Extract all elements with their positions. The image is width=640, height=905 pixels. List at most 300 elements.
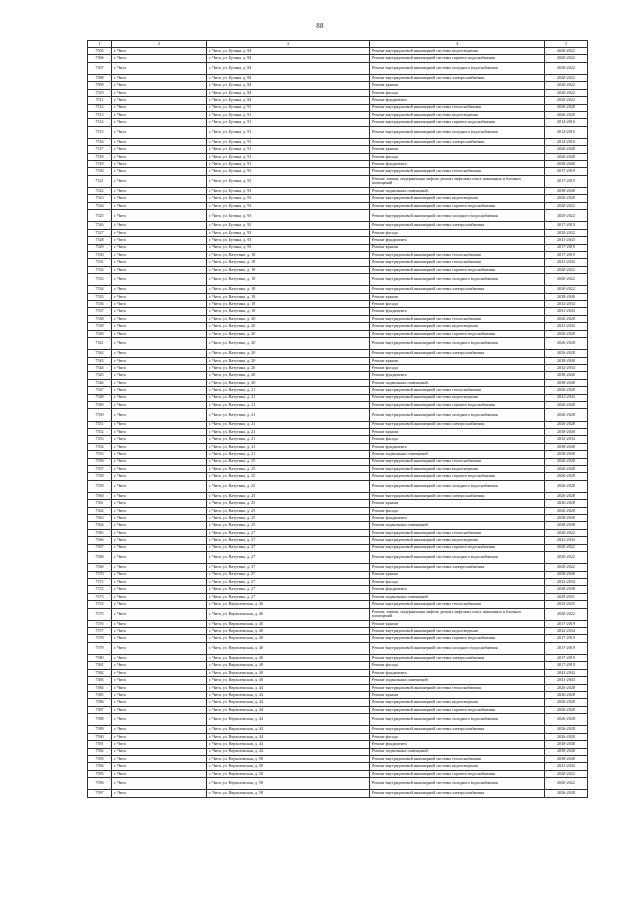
row-number-cell: 7583 bbox=[88, 677, 112, 684]
row-number-cell: 7570 bbox=[88, 571, 112, 578]
city-cell: г. Чита bbox=[112, 315, 207, 322]
table-row bbox=[88, 74, 588, 81]
work-type-cell: Ремонт внутридомовой инженерной системы теплоснабжения bbox=[370, 601, 545, 608]
work-type-cell: Ремонт фундамента bbox=[370, 515, 545, 522]
period-cell: 2020-2022 bbox=[545, 89, 588, 96]
period-cell: 2020-2022 bbox=[545, 564, 588, 571]
address-cell: г. Чита, ул. Верхоленская, д. 44 bbox=[207, 741, 370, 748]
address-cell: г. Чита, ул. Ватутина, д. 21 bbox=[207, 387, 370, 394]
city-cell: г. Чита bbox=[112, 473, 207, 480]
address-cell: г. Чита, ул. Бутина, д. 84 bbox=[207, 74, 370, 81]
period-cell: 2026-2028 bbox=[545, 146, 588, 153]
address-cell: г. Чита, ул. Ватутина, д. 18 bbox=[207, 308, 370, 315]
work-type-cell: Ремонт фасада bbox=[370, 578, 545, 585]
work-type-cell: Ремонт внутридомовой инженерной системы электроснабжения bbox=[370, 492, 545, 499]
table-row bbox=[88, 473, 588, 480]
work-type-cell: Ремонт фасада bbox=[370, 365, 545, 372]
city-cell: г. Чита bbox=[112, 126, 207, 138]
row-number-cell: 7597 bbox=[88, 790, 112, 797]
row-number-cell: 7576 bbox=[88, 620, 112, 627]
period-cell: 2038-2040 bbox=[545, 443, 588, 450]
row-number-cell: 7515 bbox=[88, 126, 112, 138]
table-row bbox=[88, 286, 588, 293]
address-cell: г. Чита, ул. Ватутина, д. 27 bbox=[207, 571, 370, 578]
address-cell: г. Чита, ул. Ватутина, д. 21 bbox=[207, 394, 370, 401]
city-cell: г. Чита bbox=[112, 443, 207, 450]
table-row bbox=[88, 229, 588, 236]
row-number-cell: 7591 bbox=[88, 741, 112, 748]
table-row bbox=[88, 763, 588, 770]
row-number-cell: 7590 bbox=[88, 733, 112, 740]
period-cell: 2026-2028 bbox=[545, 726, 588, 733]
city-cell: г. Чита bbox=[112, 586, 207, 593]
row-number-cell: 7550 bbox=[88, 409, 112, 421]
address-cell: г. Чита, ул. Ватутина, д. 25 bbox=[207, 458, 370, 465]
work-type-cell: Ремонт фасада bbox=[370, 436, 545, 443]
table-row bbox=[88, 571, 588, 578]
address-cell: г. Чита, ул. Ватутина, д. 25 bbox=[207, 480, 370, 492]
work-type-cell: Ремонт фундамента bbox=[370, 443, 545, 450]
work-type-cell: Ремонт, замена, модернизация лифтов, ремонт лифтовых шахт, машинных и блочных помещений bbox=[370, 608, 545, 620]
work-type-cell: Ремонт внутридомовой инженерной системы электроснабжения bbox=[370, 286, 545, 293]
period-cell: 2017-2019 bbox=[545, 251, 588, 258]
address-cell: г. Чита, ул. Верхоленская, д. 44 bbox=[207, 714, 370, 726]
row-number-cell: 7509 bbox=[88, 82, 112, 89]
city-cell: г. Чита bbox=[112, 492, 207, 499]
row-number-cell: 7539 bbox=[88, 323, 112, 330]
table-row bbox=[88, 82, 588, 89]
address-cell: г. Чита, ул. Верхоленская, д. 40 bbox=[207, 662, 370, 669]
period-cell: 2038-2040 bbox=[545, 428, 588, 435]
table-row bbox=[88, 733, 588, 740]
row-number-cell: 7556 bbox=[88, 458, 112, 465]
city-cell: г. Чита bbox=[112, 394, 207, 401]
row-number-cell: 7538 bbox=[88, 315, 112, 322]
period-cell: 2026-2028 bbox=[545, 692, 588, 699]
address-cell: г. Чита, ул. Бутина, д. 91 bbox=[207, 119, 370, 126]
period-cell: 2026-2028 bbox=[545, 104, 588, 111]
work-type-cell: Ремонт внутридомовой инженерной системы водоотведения bbox=[370, 111, 545, 118]
period-cell: 2020-2022 bbox=[545, 544, 588, 551]
period-cell: 2026-2028 bbox=[545, 684, 588, 691]
work-type-cell: Ремонт внутридомовой инженерной системы теплоснабжения bbox=[370, 529, 545, 536]
header-cell-2: 2 bbox=[112, 41, 207, 48]
row-number-cell: 7587 bbox=[88, 706, 112, 713]
work-type-cell: Ремонт внутридомовой инженерной системы теплоснабжения bbox=[370, 168, 545, 175]
city-cell: г. Чита bbox=[112, 237, 207, 244]
table-row bbox=[88, 586, 588, 593]
period-cell: 2026-2028 bbox=[545, 330, 588, 337]
work-type-cell: Ремонт подвальных помещений bbox=[370, 188, 545, 195]
city-cell: г. Чита bbox=[112, 153, 207, 160]
period-cell: 2017-2019 bbox=[545, 662, 588, 669]
table-row bbox=[88, 421, 588, 428]
city-cell: г. Чита bbox=[112, 669, 207, 676]
period-cell: 2041-2043 bbox=[545, 537, 588, 544]
row-number-cell: 7525 bbox=[88, 210, 112, 222]
city-cell: г. Чита bbox=[112, 97, 207, 104]
city-cell: г. Чита bbox=[112, 379, 207, 386]
city-cell: г. Чита bbox=[112, 465, 207, 472]
table-row bbox=[88, 111, 588, 118]
work-type-cell: Ремонт внутридомовой инженерной системы электроснабжения bbox=[370, 350, 545, 357]
work-type-cell: Ремонт внутридомовой инженерной системы горячего водоснабжения bbox=[370, 202, 545, 209]
address-cell: г. Чита, ул. Ватутина, д. 20 bbox=[207, 357, 370, 364]
table-row bbox=[88, 642, 588, 654]
address-cell: г. Чита, ул. Бутина, д. 84 bbox=[207, 97, 370, 104]
work-type-cell: Ремонт крыши bbox=[370, 357, 545, 364]
table-row bbox=[88, 62, 588, 74]
row-number-cell: 7559 bbox=[88, 480, 112, 492]
address-cell: г. Чита, ул. Бутина, д. 93 bbox=[207, 188, 370, 195]
address-cell: г. Чита, ул. Ватутина, д. 21 bbox=[207, 436, 370, 443]
work-type-cell: Ремонт внутридомовой инженерной системы теплоснабжения bbox=[370, 251, 545, 258]
city-cell: г. Чита bbox=[112, 790, 207, 797]
work-type-cell: Ремонт подвальных помещений bbox=[370, 522, 545, 529]
address-cell: г. Чита, ул. Ватутина, д. 18 bbox=[207, 293, 370, 300]
period-cell: 2032-2034 bbox=[545, 365, 588, 372]
table-row bbox=[88, 126, 588, 138]
address-cell: г. Чита, ул. Ватутина, д. 25 bbox=[207, 473, 370, 480]
row-number-cell: 7544 bbox=[88, 365, 112, 372]
row-number-cell: 7512 bbox=[88, 104, 112, 111]
address-cell: г. Чита, ул. Верхоленская, д. 44 bbox=[207, 733, 370, 740]
table-row bbox=[88, 138, 588, 145]
table-row bbox=[88, 436, 588, 443]
period-cell: 2026-2028 bbox=[545, 338, 588, 350]
work-type-cell: Ремонт внутридомовой инженерной системы горячего водоснабжения bbox=[370, 770, 545, 777]
address-cell: г. Чита, ул. Бутина, д. 91 bbox=[207, 153, 370, 160]
city-cell: г. Чита bbox=[112, 89, 207, 96]
row-number-cell: 7573 bbox=[88, 593, 112, 600]
period-cell: 2020-2022 bbox=[545, 62, 588, 74]
table-row bbox=[88, 458, 588, 465]
table-row bbox=[88, 89, 588, 96]
work-type-cell: Ремонт внутридомовой инженерной системы горячего водоснабжения bbox=[370, 635, 545, 642]
work-type-cell: Ремонт фундамента bbox=[370, 308, 545, 315]
row-number-cell: 7577 bbox=[88, 628, 112, 635]
row-number-cell: 7542 bbox=[88, 350, 112, 357]
header-cell-4: 4 bbox=[370, 41, 545, 48]
work-type-cell: Ремонт крыши bbox=[370, 82, 545, 89]
city-cell: г. Чита bbox=[112, 74, 207, 81]
row-number-cell: 7557 bbox=[88, 465, 112, 472]
row-number-cell: 7561 bbox=[88, 500, 112, 507]
row-number-cell: 7595 bbox=[88, 770, 112, 777]
city-cell: г. Чита bbox=[112, 244, 207, 251]
address-cell: г. Чита, ул. Верхоленская, д. 44 bbox=[207, 684, 370, 691]
work-type-cell: Ремонт фундамента bbox=[370, 586, 545, 593]
table-row bbox=[88, 379, 588, 386]
period-cell: 2026-2028 bbox=[545, 387, 588, 394]
period-cell: 2026-2028 bbox=[545, 500, 588, 507]
table-row bbox=[88, 515, 588, 522]
work-type-cell: Ремонт, замена, модернизация лифтов, ремонт лифтовых шахт, машинных и блочных помещений bbox=[370, 175, 545, 187]
city-cell: г. Чита bbox=[112, 699, 207, 706]
city-cell: г. Чита bbox=[112, 480, 207, 492]
city-cell: г. Чита bbox=[112, 564, 207, 571]
address-cell: г. Чита, ул. Ватутина, д. 20 bbox=[207, 338, 370, 350]
row-number-cell: 7529 bbox=[88, 244, 112, 251]
city-cell: г. Чита bbox=[112, 601, 207, 608]
city-cell: г. Чита bbox=[112, 229, 207, 236]
address-cell: г. Чита, ул. Ватутина, д. 25 bbox=[207, 522, 370, 529]
row-number-cell: 7508 bbox=[88, 74, 112, 81]
address-cell: г. Чита, ул. Ватутина, д. 25 bbox=[207, 465, 370, 472]
work-type-cell: Ремонт внутридомовой инженерной системы горячего водоснабжения bbox=[370, 266, 545, 273]
period-cell: 2020-2022 bbox=[545, 266, 588, 273]
work-type-cell: Ремонт внутридомовой инженерной системы холодного водоснабжения bbox=[370, 274, 545, 286]
work-type-cell: Ремонт крыши bbox=[370, 571, 545, 578]
row-number-cell: 7554 bbox=[88, 443, 112, 450]
period-cell: 2020-2022 bbox=[545, 202, 588, 209]
period-cell: 2020-2022 bbox=[545, 74, 588, 81]
period-cell: 2026-2028 bbox=[545, 465, 588, 472]
table-row bbox=[88, 714, 588, 726]
row-number-cell: 7511 bbox=[88, 97, 112, 104]
work-type-cell: Ремонт внутридомовой инженерной системы холодного водоснабжения bbox=[370, 62, 545, 74]
work-type-cell: Ремонт внутридомовой инженерной системы горячего водоснабжения bbox=[370, 401, 545, 408]
address-cell: г. Чита, ул. Ватутина, д. 18 bbox=[207, 286, 370, 293]
period-cell: 2038-2040 bbox=[545, 522, 588, 529]
city-cell: г. Чита bbox=[112, 259, 207, 266]
work-type-cell: Ремонт фундамента bbox=[370, 97, 545, 104]
address-cell: г. Чита, ул. Ватутина, д. 27 bbox=[207, 593, 370, 600]
city-cell: г. Чита bbox=[112, 578, 207, 585]
city-cell: г. Чита bbox=[112, 161, 207, 168]
row-number-cell: 7579 bbox=[88, 642, 112, 654]
period-cell: 2014-2016 bbox=[545, 138, 588, 145]
work-type-cell: Ремонт внутридомовой инженерной системы электроснабжения bbox=[370, 790, 545, 797]
period-cell: 2017-2019 bbox=[545, 244, 588, 251]
city-cell: г. Чита bbox=[112, 706, 207, 713]
table-row bbox=[88, 202, 588, 209]
work-type-cell: Ремонт внутридомовой инженерной системы водоотведения bbox=[370, 699, 545, 706]
row-number-cell: 7534 bbox=[88, 286, 112, 293]
city-cell: г. Чита bbox=[112, 593, 207, 600]
row-number-cell: 7588 bbox=[88, 714, 112, 726]
work-type-cell: Ремонт внутридомовой инженерной системы горячего водоснабжения bbox=[370, 55, 545, 62]
row-number-cell: 7589 bbox=[88, 726, 112, 733]
address-cell: г. Чита, ул. Бутина, д. 91 bbox=[207, 138, 370, 145]
row-number-cell: 7555 bbox=[88, 451, 112, 458]
period-cell: 2038-2040 bbox=[545, 755, 588, 762]
city-cell: г. Чита bbox=[112, 451, 207, 458]
period-cell: 2020-2022 bbox=[545, 274, 588, 286]
address-cell: г. Чита, ул. Ватутина, д. 25 bbox=[207, 492, 370, 499]
address-cell: г. Чита, ул. Верхоленская, д. 58 bbox=[207, 763, 370, 770]
row-number-cell: 7536 bbox=[88, 301, 112, 308]
period-cell: 2032-2034 bbox=[545, 628, 588, 635]
row-number-cell: 7540 bbox=[88, 330, 112, 337]
address-cell: г. Чита, ул. Ватутина, д. 27 bbox=[207, 544, 370, 551]
city-cell: г. Чита bbox=[112, 726, 207, 733]
table-row bbox=[88, 293, 588, 300]
address-cell: г. Чита, ул. Бутина, д. 93 bbox=[207, 222, 370, 229]
table-row bbox=[88, 153, 588, 160]
city-cell: г. Чита bbox=[112, 266, 207, 273]
row-number-cell: 7569 bbox=[88, 564, 112, 571]
city-cell: г. Чита bbox=[112, 55, 207, 62]
work-type-cell: Ремонт внутридомовой инженерной системы электроснабжения bbox=[370, 726, 545, 733]
work-type-cell: Ремонт внутридомовой инженерной системы теплоснабжения bbox=[370, 259, 545, 266]
address-cell: г. Чита, ул. Ватутина, д. 27 bbox=[207, 551, 370, 563]
period-cell: 2020-2022 bbox=[545, 97, 588, 104]
period-cell: 2020-2022 bbox=[545, 55, 588, 62]
period-cell: 2026-2028 bbox=[545, 714, 588, 726]
address-cell: г. Чита, ул. Ватутина, д. 25 bbox=[207, 500, 370, 507]
work-type-cell: Ремонт внутридомовой инженерной системы электроснабжения bbox=[370, 564, 545, 571]
table-row bbox=[88, 492, 588, 499]
row-number-cell: 7523 bbox=[88, 195, 112, 202]
table-row bbox=[88, 443, 588, 450]
address-cell: г. Чита, ул. Ватутина, д. 27 bbox=[207, 564, 370, 571]
work-type-cell: Ремонт внутридомовой инженерной системы горячего водоснабжения bbox=[370, 544, 545, 551]
row-number-cell: 7526 bbox=[88, 222, 112, 229]
table-row bbox=[88, 338, 588, 350]
table-row bbox=[88, 308, 588, 315]
row-number-cell: 7580 bbox=[88, 655, 112, 662]
period-cell: 2032-2034 bbox=[545, 301, 588, 308]
row-number-cell: 7533 bbox=[88, 274, 112, 286]
table-row bbox=[88, 480, 588, 492]
city-cell: г. Чита bbox=[112, 458, 207, 465]
address-cell: г. Чита, ул. Верхоленская, д. 40 bbox=[207, 669, 370, 676]
city-cell: г. Чита bbox=[112, 168, 207, 175]
table-row bbox=[88, 168, 588, 175]
table-row bbox=[88, 692, 588, 699]
address-cell: г. Чита, ул. Бутина, д. 93 bbox=[207, 229, 370, 236]
address-cell: г. Чита, ул. Бутина, д. 91 bbox=[207, 104, 370, 111]
table-row bbox=[88, 97, 588, 104]
city-cell: г. Чита bbox=[112, 500, 207, 507]
period-cell: 2026-2028 bbox=[545, 111, 588, 118]
address-cell: г. Чита, ул. Бутина, д. 91 bbox=[207, 126, 370, 138]
work-type-cell: Ремонт внутридомовой инженерной системы холодного водоснабжения bbox=[370, 338, 545, 350]
address-cell: г. Чита, ул. Ватутина, д. 20 bbox=[207, 330, 370, 337]
city-cell: г. Чита bbox=[112, 357, 207, 364]
work-type-cell: Ремонт внутридомовой инженерной системы холодного водоснабжения bbox=[370, 551, 545, 563]
address-cell: г. Чита, ул. Верхоленская, д. 40 bbox=[207, 655, 370, 662]
period-cell: 2026-2028 bbox=[545, 699, 588, 706]
work-type-cell: Ремонт внутридомовой инженерной системы теплоснабжения bbox=[370, 684, 545, 691]
city-cell: г. Чита bbox=[112, 620, 207, 627]
table-row bbox=[88, 55, 588, 62]
period-cell: 2017-2019 bbox=[545, 175, 588, 187]
period-cell: 2041-2043 bbox=[545, 308, 588, 315]
row-number-cell: 7537 bbox=[88, 308, 112, 315]
period-cell: 2038-2040 bbox=[545, 357, 588, 364]
row-number-cell: 7552 bbox=[88, 428, 112, 435]
work-type-cell: Ремонт внутридомовой инженерной системы водоотведения bbox=[370, 48, 545, 55]
work-type-cell: Ремонт фундамента bbox=[370, 161, 545, 168]
period-cell: 2017-2019 bbox=[545, 620, 588, 627]
table-row bbox=[88, 330, 588, 337]
work-type-cell: Ремонт фасада bbox=[370, 153, 545, 160]
table-row bbox=[88, 551, 588, 563]
header-cell-1: 1 bbox=[88, 41, 112, 48]
table-row bbox=[88, 244, 588, 251]
address-cell: г. Чита, ул. Верхоленская, д. 58 bbox=[207, 770, 370, 777]
work-type-cell: Ремонт внутридомовой инженерной системы холодного водоснабжения bbox=[370, 126, 545, 138]
city-cell: г. Чита bbox=[112, 436, 207, 443]
address-cell: г. Чита, ул. Бутина, д. 84 bbox=[207, 48, 370, 55]
city-cell: г. Чита bbox=[112, 146, 207, 153]
address-cell: г. Чита, ул. Бутина, д. 93 bbox=[207, 168, 370, 175]
work-type-cell: Ремонт крыши bbox=[370, 244, 545, 251]
row-number-cell: 7574 bbox=[88, 601, 112, 608]
address-cell: г. Чита, ул. Ватутина, д. 18 bbox=[207, 274, 370, 286]
city-cell: г. Чита bbox=[112, 82, 207, 89]
city-cell: г. Чита bbox=[112, 537, 207, 544]
address-cell: г. Чита, ул. Ватутина, д. 25 bbox=[207, 515, 370, 522]
table-row bbox=[88, 428, 588, 435]
address-cell: г. Чита, ул. Верхоленская, д. 40 bbox=[207, 635, 370, 642]
row-number-cell: 7568 bbox=[88, 551, 112, 563]
period-cell: 2020-2022 bbox=[545, 82, 588, 89]
address-cell: г. Чита, ул. Бутина, д. 84 bbox=[207, 62, 370, 74]
period-cell: 2017-2019 bbox=[545, 642, 588, 654]
work-type-cell: Ремонт внутридомовой инженерной системы теплоснабжения bbox=[370, 387, 545, 394]
address-cell: г. Чита, ул. Верхоленская, д. 40 bbox=[207, 628, 370, 635]
period-cell: 2026-2028 bbox=[545, 473, 588, 480]
city-cell: г. Чита bbox=[112, 308, 207, 315]
city-cell: г. Чита bbox=[112, 608, 207, 620]
address-cell: г. Чита, ул. Ватутина, д. 21 bbox=[207, 401, 370, 408]
table-row bbox=[88, 564, 588, 571]
row-number-cell: 7520 bbox=[88, 168, 112, 175]
work-type-cell: Ремонт крыши bbox=[370, 692, 545, 699]
table-row bbox=[88, 222, 588, 229]
table-row bbox=[88, 601, 588, 608]
table-row bbox=[88, 188, 588, 195]
work-type-cell: Ремонт внутридомовой инженерной системы холодного водоснабжения bbox=[370, 480, 545, 492]
row-number-cell: 7513 bbox=[88, 111, 112, 118]
city-cell: г. Чита bbox=[112, 677, 207, 684]
address-cell: г. Чита, ул. Ватутина, д. 21 bbox=[207, 409, 370, 421]
address-cell: г. Чита, ул. Верхоленская, д. 40 bbox=[207, 608, 370, 620]
city-cell: г. Чита bbox=[112, 409, 207, 421]
row-number-cell: 7535 bbox=[88, 293, 112, 300]
table-row bbox=[88, 266, 588, 273]
city-cell: г. Чита bbox=[112, 286, 207, 293]
work-type-cell: Ремонт внутридомовой инженерной системы теплоснабжения bbox=[370, 315, 545, 322]
work-type-cell: Ремонт внутридомовой инженерной системы водоотведения bbox=[370, 465, 545, 472]
table-row bbox=[88, 529, 588, 536]
address-cell: г. Чита, ул. Ватутина, д. 18 bbox=[207, 266, 370, 273]
city-cell: г. Чита bbox=[112, 222, 207, 229]
work-type-cell: Ремонт фундамента bbox=[370, 669, 545, 676]
period-cell: 2017-2019 bbox=[545, 168, 588, 175]
row-number-cell: 7549 bbox=[88, 401, 112, 408]
table-row bbox=[88, 146, 588, 153]
work-type-cell: Ремонт внутридомовой инженерной системы электроснабжения bbox=[370, 421, 545, 428]
address-cell: г. Чита, ул. Ватутина, д. 27 bbox=[207, 529, 370, 536]
row-number-cell: 7518 bbox=[88, 153, 112, 160]
period-cell: 2020-2022 bbox=[545, 770, 588, 777]
address-cell: г. Чита, ул. Верхоленская, д. 44 bbox=[207, 706, 370, 713]
city-cell: г. Чита bbox=[112, 202, 207, 209]
city-cell: г. Чита bbox=[112, 507, 207, 514]
city-cell: г. Чита bbox=[112, 635, 207, 642]
table-row bbox=[88, 394, 588, 401]
table-row bbox=[88, 635, 588, 642]
row-number-cell: 7581 bbox=[88, 662, 112, 669]
address-cell: г. Чита, ул. Бутина, д. 93 bbox=[207, 202, 370, 209]
row-number-cell: 7546 bbox=[88, 379, 112, 386]
address-cell: г. Чита, ул. Ватутина, д. 18 bbox=[207, 251, 370, 258]
work-type-cell: Ремонт фасада bbox=[370, 301, 545, 308]
